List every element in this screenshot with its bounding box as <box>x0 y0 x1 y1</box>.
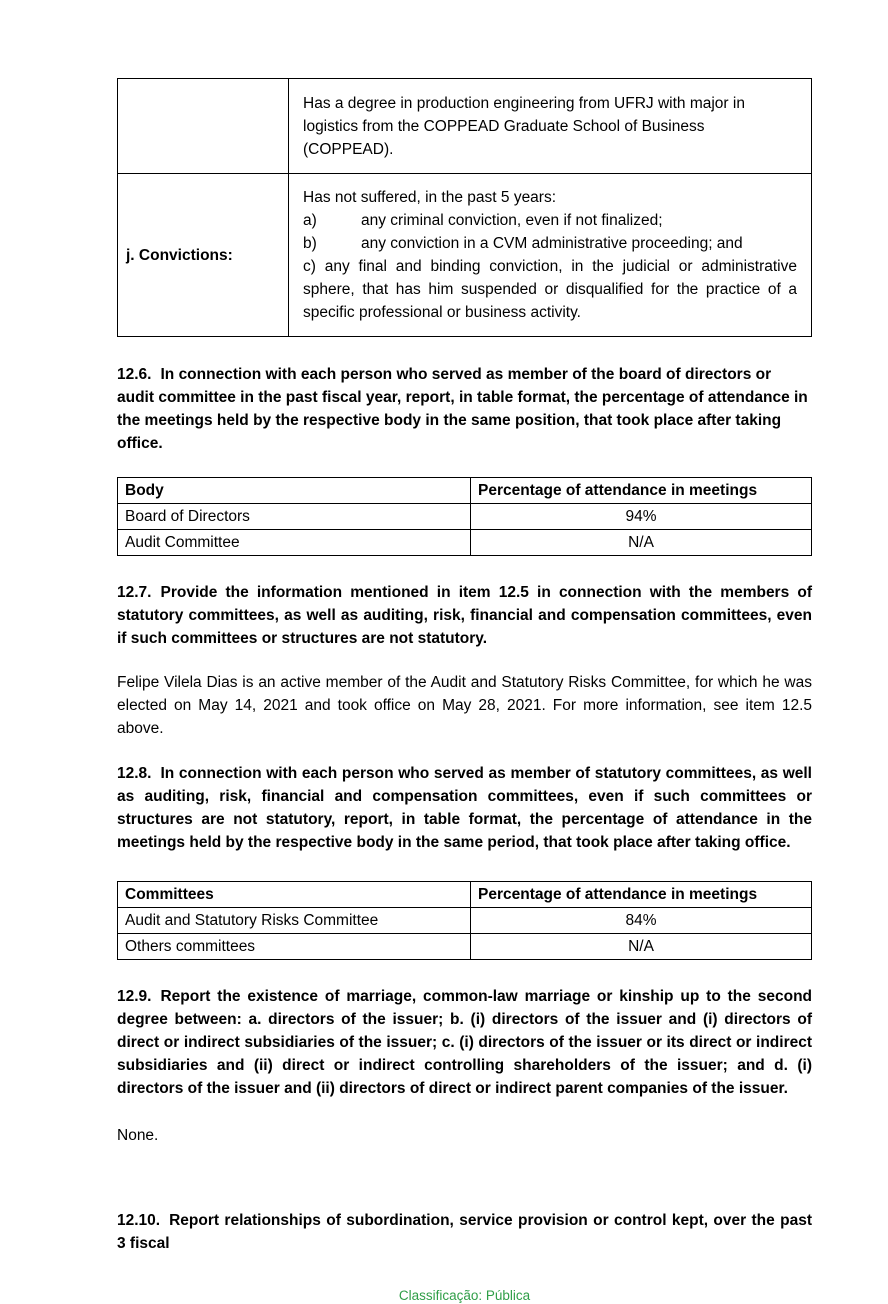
convictions-item-a <box>303 209 797 232</box>
list-item-text: any conviction in a CVM administrative proceeding; and <box>361 235 743 252</box>
profile-education-cell <box>289 79 812 174</box>
section-text: In connection with each person who served as member of the board of directors or audit committee in the past fiscal year, report, in table format, the percentage of attendance in the meetings held by the respective body in the same position, that took place after taking office. <box>117 366 808 452</box>
list-marker: a) <box>303 212 317 229</box>
classification-footer: Classificação: Pública <box>398 1288 531 1303</box>
table-row <box>118 908 812 934</box>
section-text: Report the existence of marriage, common-law marriage or kinship up to the second degree between: a. directors of the issuer; b. (i) directors of the issuer and (i) directors of direct or indirect subsidiaries of the issuer; c. (i) directors of the issuer or its direct or indirect subsidiaries and (ii) direct or indirect controlling shareholders of the issuer; and d. (i) directors of the issuer and (ii) directors of direct or indirect parent companies of the issuer. <box>117 988 812 1097</box>
committee-cell: Audit and Statutory Risks Committee <box>118 908 471 934</box>
column-header: Percentage of attendance in meetings <box>471 478 812 504</box>
section-12-7-paragraph: Felipe Vilela Dias is an active member of the Audit and Statutory Risks Committee, for which he was elected on May 14, 2021 and took office on May 28, 2021. For more information, see item 12.5 above. <box>117 674 812 737</box>
body-cell: Audit Committee <box>118 530 471 556</box>
table-row <box>118 530 812 556</box>
section-number: 12.7. <box>117 584 152 601</box>
section-number: 12.9. <box>117 988 152 1005</box>
percentage-cell: N/A <box>471 934 812 960</box>
section-text: Provide the information mentioned in item 12.5 in connection with the members of statutory committees, as well as auditing, risk, financial and compensation committees, even if such committees or structures are not statutory. <box>117 584 812 647</box>
profile-table <box>117 78 812 337</box>
table-row <box>118 934 812 960</box>
convictions-intro: Has not suffered, in the past 5 years: <box>303 189 557 206</box>
percentage-cell: 94% <box>471 504 812 530</box>
section-12-10-heading <box>117 1209 812 1255</box>
percentage-cell: N/A <box>471 530 812 556</box>
section-number: 12.8. <box>117 765 152 782</box>
section-text: In connection with each person who served as member of statutory committees, as well as auditing, risk, financial and compensation committees, even if such committees or structures are not statutory, report, in table format, the percentage of attendance in the meetings held by the respective body in the same period, that took place after taking office. <box>117 765 812 851</box>
table-header-row <box>118 882 812 908</box>
profile-label-cell: j. Convictions: <box>118 174 289 337</box>
page-content <box>117 78 812 1304</box>
section-12-7-heading <box>117 581 812 650</box>
section-12-6-heading <box>117 363 812 455</box>
list-marker: b) <box>303 235 317 252</box>
table-row <box>118 504 812 530</box>
section-12-9-heading <box>117 985 812 1100</box>
percentage-cell: 84% <box>471 908 812 934</box>
list-item-text: any criminal conviction, even if not finalized; <box>361 212 663 229</box>
committee-cell: Others committees <box>118 934 471 960</box>
body-cell: Board of Directors <box>118 504 471 530</box>
column-header: Body <box>118 478 471 504</box>
attendance-committees-table <box>117 881 812 960</box>
profile-convictions-cell <box>289 174 812 337</box>
section-number: 12.10. <box>117 1212 161 1229</box>
section-12-8-heading <box>117 762 812 854</box>
convictions-closing: c) any final and binding conviction, in the judicial or administrative sphere, that has him suspended or disqualified for the practice of a specific professional or business activity. <box>303 258 797 321</box>
convictions-item-b <box>303 232 797 255</box>
column-header: Committees <box>118 882 471 908</box>
profile-label-cell <box>118 79 289 174</box>
attendance-body-table <box>117 477 812 556</box>
column-header: Percentage of attendance in meetings <box>471 882 812 908</box>
education-text: Has a degree in production engineering from UFRJ with major in logistics from the COPPEAD Graduate School of Business (COPPEAD). <box>303 94 745 158</box>
table-row <box>118 79 812 174</box>
section-text: Report relationships of subordination, service provision or control kept, over the past 3 fiscal <box>117 1212 812 1252</box>
table-header-row <box>118 478 812 504</box>
section-number: 12.6. <box>117 366 152 383</box>
section-12-9-answer: None. <box>117 1127 159 1144</box>
table-row <box>118 174 812 337</box>
